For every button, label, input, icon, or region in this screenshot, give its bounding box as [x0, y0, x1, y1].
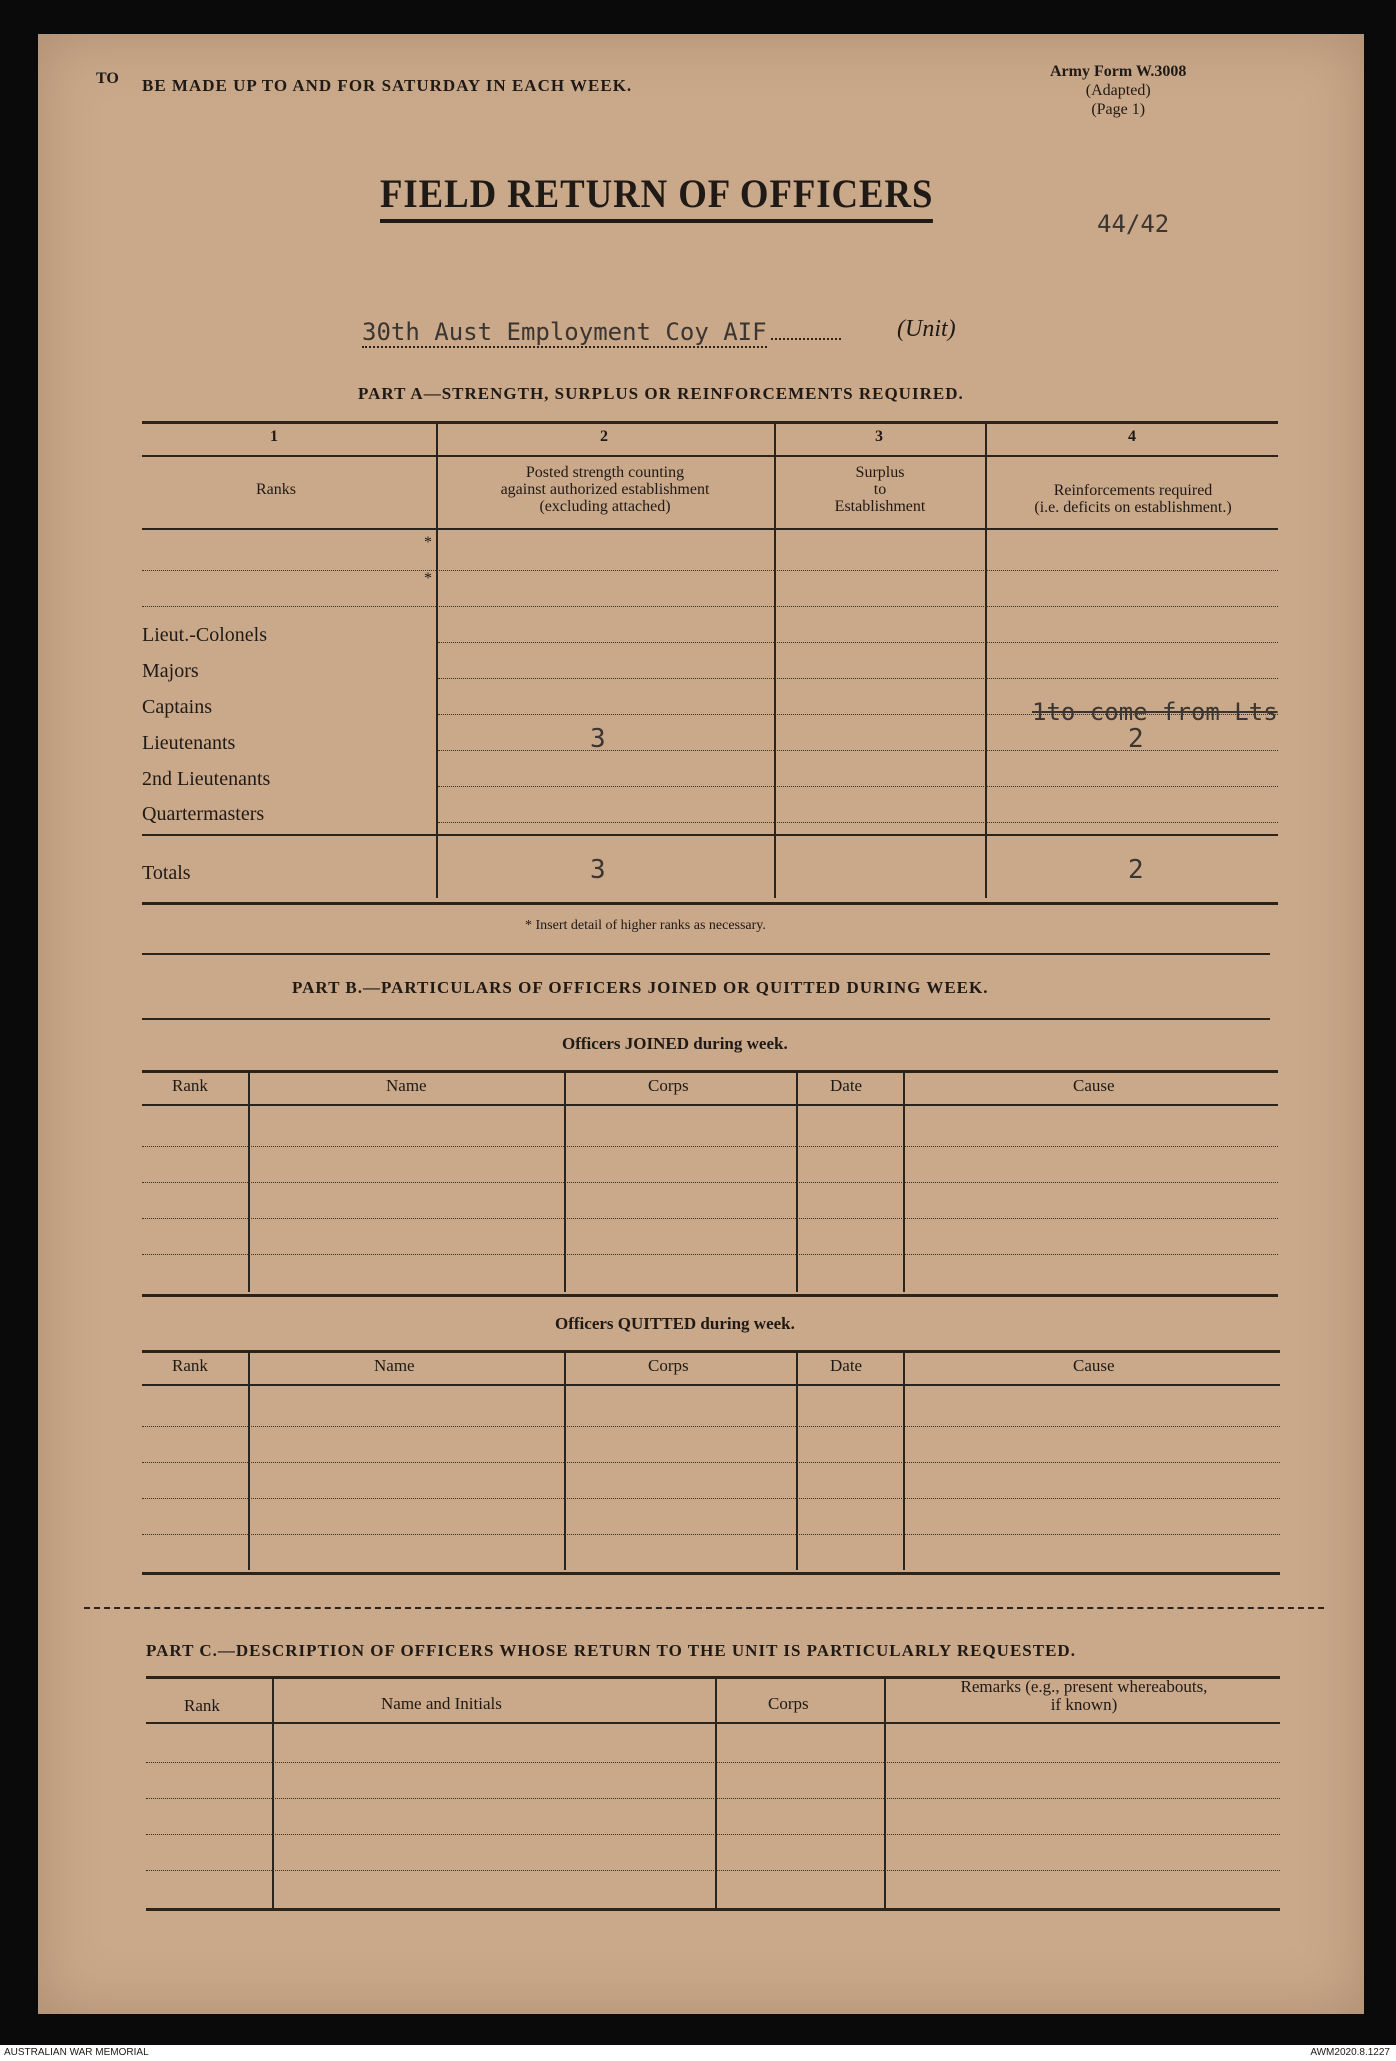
row-line — [142, 1218, 1278, 1219]
rank-lieut-colonels: Lieut.-Colonels — [142, 624, 267, 646]
rank-majors: Majors — [142, 660, 199, 682]
quitted-col-divider — [248, 1352, 250, 1570]
joined-header-rule — [142, 1104, 1278, 1106]
unit-value: 30th Aust Employment Coy AIF — [362, 318, 767, 346]
quitted-col-divider — [903, 1352, 905, 1570]
rank-lieutenants: Lieutenants — [142, 732, 236, 754]
row-line — [142, 1182, 1278, 1183]
joined-col-rank: Rank — [172, 1076, 208, 1095]
row-line — [146, 1762, 1280, 1763]
part-c-bottom-rule — [146, 1908, 1280, 1911]
form-page: (Page 1) — [1091, 101, 1146, 118]
instruction-text: BE MADE UP TO AND FOR SATURDAY IN EACH WEEK. — [142, 76, 633, 95]
joined-bottom-rule — [142, 1294, 1278, 1297]
lieutenants-reinforcement-value: 2 — [1128, 724, 1144, 754]
part-a-header-rule — [142, 528, 1278, 530]
form-reference — [1050, 62, 1186, 119]
rank-2nd-lieutenants: 2nd Lieutenants — [142, 768, 271, 790]
part-a-footnote: * Insert detail of higher ranks as necessary. — [525, 918, 766, 933]
col-number-4: 4 — [1128, 428, 1136, 445]
form-number: Army Form W.3008 — [1050, 63, 1187, 80]
part-c-col-corps: Corps — [768, 1694, 809, 1713]
posted-strength-header: Posted strength counting against authorized establishment (excluding attached) — [500, 464, 710, 515]
perforation-fold-line — [84, 1607, 1324, 1609]
lieutenants-posted-value: 3 — [590, 724, 606, 754]
totals-posted-value: 3 — [590, 855, 606, 885]
form-adapted: (Adapted) — [1085, 82, 1151, 99]
row-line — [142, 1498, 1280, 1499]
joined-top-rule — [142, 1070, 1278, 1073]
quitted-col-divider — [796, 1352, 798, 1570]
quitted-top-rule — [142, 1350, 1280, 1353]
form-title: FIELD RETURN OF OFFICERS — [380, 170, 933, 223]
archive-reference: AWM2020.8.1227 — [1310, 2047, 1390, 2058]
joined-col-date: Date — [830, 1076, 863, 1095]
archive-name: AUSTRALIAN WAR MEMORIAL — [4, 2047, 149, 2058]
row-line — [142, 1254, 1278, 1255]
row-line — [146, 1834, 1280, 1835]
part-a-heading: PART A—STRENGTH, SURPLUS OR REINFORCEMENTS REQUIRED. — [358, 384, 964, 403]
part-c-col-remarks: Remarks (e.g., present whereabouts, if known) — [960, 1677, 1208, 1714]
part-c-heading: PART C.—DESCRIPTION OF OFFICERS WHOSE RETURN TO THE UNIT IS PARTICULARLY REQUESTED. — [146, 1641, 1076, 1660]
part-c-col-divider — [272, 1678, 274, 1908]
reinforcements-header: Reinforcements required (i.e. deficits on establishment.) — [1034, 482, 1232, 516]
asterisk-marker: * — [424, 570, 432, 587]
row-line — [438, 750, 1278, 751]
quitted-col-date: Date — [830, 1356, 863, 1375]
part-a-col-divider-3 — [985, 423, 987, 898]
rank-quartermasters: Quartermasters — [142, 803, 265, 825]
part-c-col-rank: Rank — [184, 1696, 220, 1715]
quitted-col-name: Name — [374, 1356, 415, 1375]
part-c-col-divider — [715, 1678, 717, 1908]
quitted-col-rank: Rank — [172, 1356, 208, 1375]
part-a-number-rule — [142, 455, 1278, 457]
row-line — [438, 642, 1278, 643]
row-line — [142, 1146, 1278, 1147]
part-a-col-divider-2 — [774, 423, 776, 898]
joined-col-corps: Corps — [648, 1076, 689, 1095]
ranks-header: Ranks — [256, 481, 296, 498]
quitted-heading: Officers QUITTED during week. — [555, 1314, 795, 1333]
surplus-header: Surplus to Establishment — [834, 464, 926, 515]
joined-col-name: Name — [386, 1076, 427, 1095]
part-c-header-rule — [146, 1722, 1280, 1724]
to-label: TO — [96, 70, 119, 87]
part-b-rule — [142, 1018, 1270, 1020]
row-line — [146, 1870, 1280, 1871]
row-line — [142, 1534, 1280, 1535]
part-c-col-name: Name and Initials — [381, 1694, 502, 1713]
joined-heading: Officers JOINED during week. — [562, 1034, 788, 1053]
captains-reinforcement-note: 1to come from Lts — [1032, 698, 1278, 726]
unit-label: (Unit) — [897, 316, 956, 342]
row-line — [438, 822, 1278, 823]
row-line — [142, 570, 1278, 571]
col-number-2: 2 — [600, 428, 608, 445]
row-line — [142, 606, 1278, 607]
row-line — [146, 1798, 1280, 1799]
unit-dotted-leader — [771, 338, 841, 340]
totals-reinforcement-value: 2 — [1128, 855, 1144, 885]
col-number-1: 1 — [270, 428, 278, 445]
row-line — [142, 1462, 1280, 1463]
quitted-col-corps: Corps — [648, 1356, 689, 1375]
rank-captains: Captains — [142, 696, 212, 718]
row-line — [438, 786, 1278, 787]
serial-number: 44/42 — [1097, 210, 1170, 238]
part-c-col-divider — [884, 1678, 886, 1908]
totals-label: Totals — [142, 862, 191, 884]
row-line — [142, 1426, 1280, 1427]
section-divider — [142, 953, 1270, 955]
archive-footer — [0, 2045, 1396, 2061]
joined-col-cause: Cause — [1073, 1076, 1115, 1095]
part-a-top-rule — [142, 421, 1278, 424]
col-number-3: 3 — [875, 428, 883, 445]
totals-rule — [142, 834, 1278, 836]
asterisk-marker: * — [424, 534, 432, 551]
part-b-heading: PART B.—PARTICULARS OF OFFICERS JOINED OR QUITTED DURING WEEK. — [292, 978, 989, 997]
row-line — [438, 678, 1278, 679]
quitted-col-cause: Cause — [1073, 1356, 1115, 1375]
quitted-header-rule — [142, 1384, 1280, 1386]
part-a-col-divider-1 — [436, 423, 438, 898]
part-a-bottom-rule — [142, 902, 1278, 905]
unit-line — [362, 318, 841, 347]
quitted-col-divider — [564, 1352, 566, 1570]
quitted-bottom-rule — [142, 1572, 1280, 1575]
